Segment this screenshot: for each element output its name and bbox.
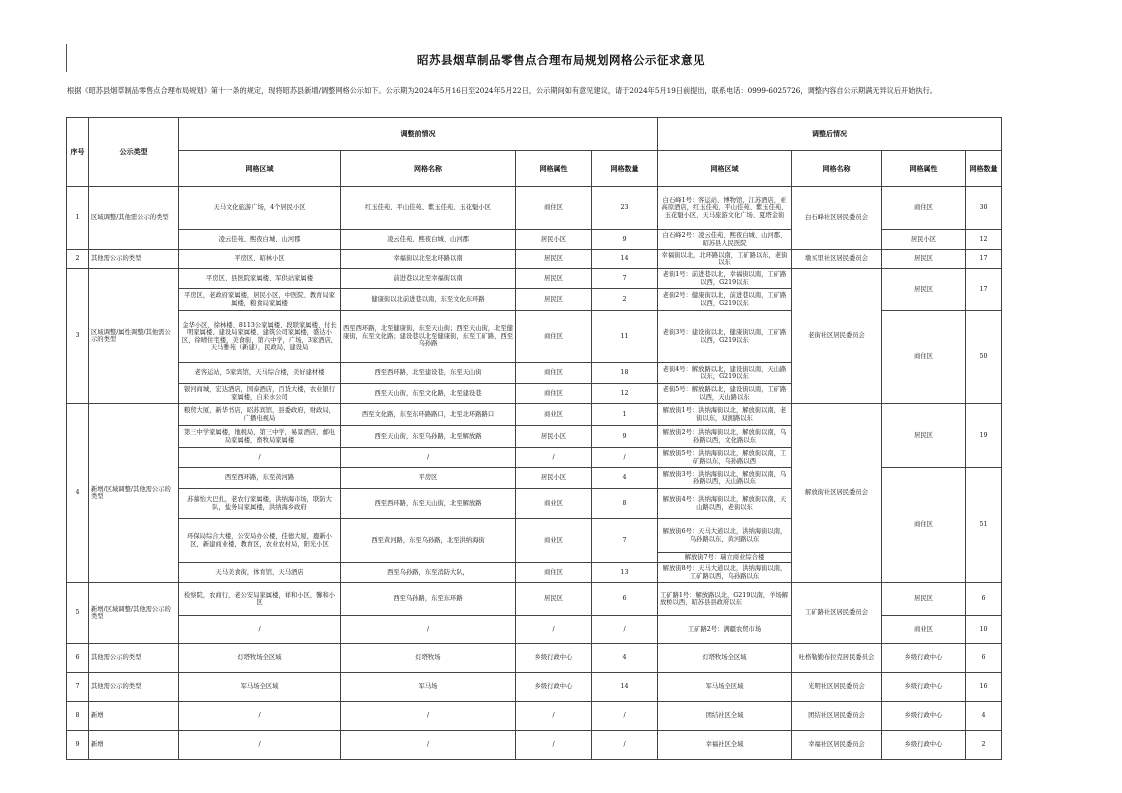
cell-after-area: 解放街5号：洪纳海街以北，解放街以南，工矿路以东，乌孙路以西 <box>658 448 792 468</box>
cell-before-area: 第三中学家属楼，地税局，第三中学，易景酒店，邮电局家属楼，畜牧局家属楼 <box>179 426 341 448</box>
cell-before-attr: 居民小区 <box>516 468 592 489</box>
cell-before-area: / <box>179 616 341 644</box>
cell-before-area: 平房区，老政府家属楼，居民小区，中医院、教育局家属楼，粮食局家属楼 <box>179 289 341 311</box>
cell-after-area: 工矿路1号：解放路以北，G219以南，羊场解放桥以西，昭苏县县政府以东 <box>658 583 792 616</box>
cell-before-area: 环保局综合大楼，公安局办公楼，佳德大厦，鹿新小区，新建商业楼，教育区，农业农村局，阳光小区 <box>179 519 341 563</box>
cell-before-attr: 商业区 <box>516 519 592 563</box>
cell-after-name: 团结社区居民委员会 <box>792 702 882 731</box>
header-before-name: 网格名称 <box>341 151 516 187</box>
cell-before-area: 金华小区、徐林楼、8113公家属楼、段联家属楼、付长明家属楼、建设局家属楼、建筑公司家属楼，盛达小区，徐晴住宅楼，美食街，第六中学，广场，3家酒店，天马雅苑（新建），民政局，建设局 <box>179 311 341 363</box>
cell-after-attr: 居民小区 <box>882 230 966 250</box>
cell-after-name: 光明社区居民委员会 <box>792 673 882 702</box>
table-row <box>67 269 1002 289</box>
table-row <box>67 644 1002 673</box>
intro-paragraph: 根据《昭苏县烟草制品零售点合理布局规划》第十一条的规定，现将昭苏县新增/调整网格公示如下。公示期为2024年5月16日至2024年5月22日，公示期间如有意见建议，请于2024年5月19日前提出，联系电话：0999-6025726，调整内容自公示期满无异议后开始执行。 <box>67 86 937 95</box>
cell-before-area: / <box>179 702 341 731</box>
cell-after-count: 16 <box>966 673 1002 702</box>
cell-before-count: 1 <box>592 404 658 426</box>
cell-after-area: 解放街6号：天马大道以北，洪纳海街以南，乌孙路以东，黄河路以东 <box>658 519 792 553</box>
cell-before-name: 西至文化路，东至东环路路口，北至北环路路口 <box>341 404 516 426</box>
cell-after-count: 51 <box>966 468 1002 583</box>
cell-after-area: 解放街4号：洪纳海街以北，解放街以南，天山路以西，老街以东 <box>658 489 792 519</box>
cell-before-attr: 商住区 <box>516 563 592 583</box>
cell-before-name: 幸福街以北至北环路以南 <box>341 250 516 269</box>
cell-before-attr: 居民区 <box>516 289 592 311</box>
cell-seq: 7 <box>67 673 89 702</box>
cell-type: 区域调整/属性调整/其他需公示的类型 <box>89 269 179 404</box>
table-row <box>67 731 1002 760</box>
cell-after-area: 军马场全区域 <box>658 673 792 702</box>
cell-before-area: 天马文化旅游广场，4个居民小区 <box>179 187 341 230</box>
header-seq: 序号 <box>67 118 89 187</box>
cell-type: 新增/区域调整/其他需公示的类型 <box>89 404 179 583</box>
cell-before-area: 军马场全区域 <box>179 673 341 702</box>
cell-before-area: 粮贸大厦，新华书店，昭苏宾馆，县委政府，财政局，广播电视局 <box>179 404 341 426</box>
cell-before-area: 平房区、昭林小区 <box>179 250 341 269</box>
cell-before-attr: / <box>516 731 592 760</box>
cell-seq: 3 <box>67 269 89 404</box>
cell-after-area: 老街2号：健康街以北，前进巷以南，工矿路以西，G219以东 <box>658 289 792 311</box>
cell-after-area: 解放街1号：洪纳海街以北，解放街以南，老街以东，双拥路以东 <box>658 404 792 426</box>
cell-before-name: 凌云佳苑、熙夜白城、山河郡 <box>341 230 516 250</box>
cell-after-count: 4 <box>966 702 1002 731</box>
cell-after-attr: 居民区 <box>882 583 966 616</box>
cell-before-name: 西至黄河路，东至乌孙路，北至洪纳海街 <box>341 519 516 563</box>
header-before-attr: 网格属性 <box>516 151 592 187</box>
cell-after-name: 解放街社区居民委员会 <box>792 404 882 583</box>
cell-before-area: / <box>179 448 341 468</box>
cell-before-area: 西至西环路，东至黄河路 <box>179 468 341 489</box>
cell-after-name: 老街社区居民委员会 <box>792 269 882 404</box>
cell-before-count: / <box>592 616 658 644</box>
cell-after-attr: 商住区 <box>882 468 966 583</box>
cell-after-count: 10 <box>966 616 1002 644</box>
cell-before-attr: 商住区 <box>516 311 592 363</box>
cell-after-area: 白石峰2号：凌云佳苑、熙夜白城、山河郡、昭苏县人民医院 <box>658 230 792 250</box>
cell-after-name: 吐格勒勤布拉克居民委员会 <box>792 644 882 673</box>
cell-after-attr: 乡级行政中心 <box>882 673 966 702</box>
cell-before-count: 6 <box>592 583 658 616</box>
cell-before-area: 天马美食街，体育馆，天马酒店 <box>179 563 341 583</box>
cell-type: 新增 <box>89 731 179 760</box>
cell-seq: 5 <box>67 583 89 644</box>
cell-before-name: 西至乌孙路，东至东环路 <box>341 583 516 616</box>
cell-before-name: / <box>341 616 516 644</box>
cell-before-attr: / <box>516 702 592 731</box>
cell-before-attr: 乡级行政中心 <box>516 644 592 673</box>
cell-seq: 6 <box>67 644 89 673</box>
cell-before-name: 军马场 <box>341 673 516 702</box>
header-after: 调整后情况 <box>658 118 1002 151</box>
table-row <box>67 250 1002 269</box>
cell-after-area: 团结社区全域 <box>658 702 792 731</box>
cell-after-area: 老街4号：解放路以北，建设街以南，天山路以东，G219以东 <box>658 363 792 384</box>
cell-before-name: 红玉佳苑、平山佳苑、紫玉佳苑、玉花魁小区 <box>341 187 516 230</box>
cell-after-count: 12 <box>966 230 1002 250</box>
cell-before-name: 西至天山街，东至乌孙路，北至解放路 <box>341 426 516 448</box>
table-row <box>67 583 1002 616</box>
cell-before-count: 14 <box>592 250 658 269</box>
cell-before-name: 灯塔牧场 <box>341 644 516 673</box>
cell-before-count: / <box>592 702 658 731</box>
header-after-area: 网格区域 <box>658 151 792 187</box>
cell-before-area: 检察院，农商行，老公安局家属楼，祥和小区，馨和小区 <box>179 583 341 616</box>
cell-before-attr: 居民区 <box>516 250 592 269</box>
cell-after-name: 墩买里社区居民委员会 <box>792 250 882 269</box>
table-row <box>67 673 1002 702</box>
cell-before-name: 健康街以北前进巷以南，东至文化东环路 <box>341 289 516 311</box>
cell-before-count: / <box>592 448 658 468</box>
cell-before-count: 9 <box>592 230 658 250</box>
cell-before-name: 西至乌孙路，东至消防大队， <box>341 563 516 583</box>
page-title: 昭苏县烟草制品零售点合理布局规划网格公示征求意见 <box>417 53 705 67</box>
cell-after-attr: 居民区 <box>882 250 966 269</box>
cell-after-area: 幸福街以北，北环路以南，工矿路以东，老街以东 <box>658 250 792 269</box>
header-after-name: 网格名称 <box>792 151 882 187</box>
cell-before-attr: 乡级行政中心 <box>516 673 592 702</box>
cell-before-attr: 商业区 <box>516 404 592 426</box>
cell-after-count: 50 <box>966 311 1002 404</box>
cell-before-name: 西至西环路，东至天山街，北至解放路 <box>341 489 516 519</box>
cell-after-area: 老街3号：建设街以北，健康街以南，工矿路以西，G219以东 <box>658 311 792 363</box>
table-row <box>67 702 1002 731</box>
cell-before-attr: 商住区 <box>516 384 592 404</box>
cell-after-area: 解放街7号：瑞立商业综合楼 <box>658 553 792 563</box>
cell-before-count: 7 <box>592 519 658 563</box>
cell-before-area: / <box>179 731 341 760</box>
cell-before-count: 12 <box>592 384 658 404</box>
cell-after-area: 灯塔牧场全区域 <box>658 644 792 673</box>
cell-type: 其他需公示的类型 <box>89 673 179 702</box>
cell-before-count: 9 <box>592 426 658 448</box>
header-before-area: 网格区域 <box>179 151 341 187</box>
cell-type: 区域调整/其他需公示的类型 <box>89 187 179 250</box>
cell-after-name: 工矿路社区居民委员会 <box>792 583 882 644</box>
cell-type: 新增/区域调整/其他需公示的类型 <box>89 583 179 644</box>
cell-before-count: 23 <box>592 187 658 230</box>
header-before-count: 网格数量 <box>592 151 658 187</box>
cell-before-count: 4 <box>592 468 658 489</box>
cell-type: 新增 <box>89 702 179 731</box>
cell-type: 其他需公示的类型 <box>89 250 179 269</box>
cell-after-area: 解放街8号：天马大道以北，洪纳海街以南，工矿路以西，乌孙路以东 <box>658 563 792 583</box>
cell-before-name: / <box>341 731 516 760</box>
cell-seq: 9 <box>67 731 89 760</box>
cell-before-area: 凌云佳苑、熙夜白城、山河郡 <box>179 230 341 250</box>
cell-before-name: / <box>341 448 516 468</box>
cell-after-attr: 商住区 <box>882 311 966 404</box>
cell-after-area: 解放街2号：洪纳海街以北，解放街以南，乌孙路以西，文化路以东 <box>658 426 792 448</box>
cell-before-name: 西至天山街，东至文化路，北至建设巷 <box>341 384 516 404</box>
cell-before-attr: / <box>516 448 592 468</box>
table-row <box>67 404 1002 426</box>
header-before: 调整前情况 <box>179 118 658 151</box>
cell-before-attr: 商住区 <box>516 363 592 384</box>
cell-before-area: 银河商城，宏达酒店，国泰酒店，百货大楼，农业银行家属楼，自来水公司 <box>179 384 341 404</box>
header-after-count: 网格数量 <box>966 151 1002 187</box>
header-type: 公示类型 <box>89 118 179 187</box>
cell-after-attr: 乡级行政中心 <box>882 702 966 731</box>
header-after-attr: 网格属性 <box>882 151 966 187</box>
table-row <box>67 187 1002 230</box>
cell-after-attr: 居民区 <box>882 404 966 468</box>
cell-after-area: 老街5号：解放路以北，建设街以南，工矿路以西，天山路以东 <box>658 384 792 404</box>
cell-before-area: 苏慕怡大巴扎，老农行家属楼，洪纳海市场，联防大队，盐务局家属楼，洪纳海乡政府 <box>179 489 341 519</box>
cell-after-count: 6 <box>966 644 1002 673</box>
cell-after-attr: 商住区 <box>882 187 966 230</box>
cell-after-count: 17 <box>966 250 1002 269</box>
cell-after-count: 30 <box>966 187 1002 230</box>
cell-after-area: 解放街3号：洪纳海街以北，解放街以南，乌孙路以西，天山路以东 <box>658 468 792 489</box>
cell-after-area: 工矿路2号：满疆农贸市场 <box>658 616 792 644</box>
cell-seq: 1 <box>67 187 89 250</box>
cell-after-area: 老街1号：前进巷以北，幸福街以南，工矿路以西，G219以东 <box>658 269 792 289</box>
cell-before-attr: 居民区 <box>516 269 592 289</box>
cell-before-name: 前进巷以北至幸福街以南 <box>341 269 516 289</box>
cell-after-count: 19 <box>966 404 1002 468</box>
cell-before-count: 13 <box>592 563 658 583</box>
cell-before-name: 平房区 <box>341 468 516 489</box>
cell-before-count: / <box>592 731 658 760</box>
cell-type: 其他需公示的类型 <box>89 644 179 673</box>
cell-before-attr: 商业区 <box>516 489 592 519</box>
cell-seq: 2 <box>67 250 89 269</box>
cell-before-attr: / <box>516 616 592 644</box>
cell-after-count: 6 <box>966 583 1002 616</box>
cell-after-attr: 乡级行政中心 <box>882 731 966 760</box>
cell-before-name: 西至西环路，北至建设巷，东至天山街 <box>341 363 516 384</box>
cell-after-count: 2 <box>966 731 1002 760</box>
cell-before-area: 灯塔牧场全区域 <box>179 644 341 673</box>
cell-before-count: 4 <box>592 644 658 673</box>
cell-before-attr: 居民小区 <box>516 426 592 448</box>
cell-after-attr: 商业区 <box>882 616 966 644</box>
cell-after-area: 白石峰1号：客运站、博物馆，江苏酒店，亚高原酒店，红玉佳苑、平山佳苑、紫玉佳苑、玉花魁小区、天马旅游文化广场、夏塔金街 <box>658 187 792 230</box>
cell-before-attr: 居民区 <box>516 583 592 616</box>
grid-table <box>66 117 1002 760</box>
cell-after-name: 幸福社区居民委员会 <box>792 731 882 760</box>
cell-seq: 8 <box>67 702 89 731</box>
cell-before-count: 8 <box>592 489 658 519</box>
cell-after-count: 17 <box>966 269 1002 311</box>
cell-after-attr: 居民区 <box>882 269 966 311</box>
cell-after-name: 白石峰社区居民委员会 <box>792 187 882 250</box>
cell-before-name: 西至西环路，北至健康街，东至天山街；西至天山街，北至健康街，东至文化路；建设巷以北至健康街，东至工矿路，西至乌孙路 <box>341 311 516 363</box>
cell-before-name: / <box>341 702 516 731</box>
cell-after-area: 幸福社区全域 <box>658 731 792 760</box>
cell-before-count: 14 <box>592 673 658 702</box>
cell-before-count: 2 <box>592 289 658 311</box>
cell-before-attr: 商住区 <box>516 187 592 230</box>
cell-before-count: 18 <box>592 363 658 384</box>
cell-after-attr: 乡级行政中心 <box>882 644 966 673</box>
cell-before-count: 11 <box>592 311 658 363</box>
cell-before-area: 老客运站，5家宾馆，天马综合楼，美好建材楼 <box>179 363 341 384</box>
cell-before-area: 平房区、县医院家属楼、军供站家属楼 <box>179 269 341 289</box>
cell-before-attr: 居民小区 <box>516 230 592 250</box>
cell-seq: 4 <box>67 404 89 583</box>
cell-before-count: 7 <box>592 269 658 289</box>
